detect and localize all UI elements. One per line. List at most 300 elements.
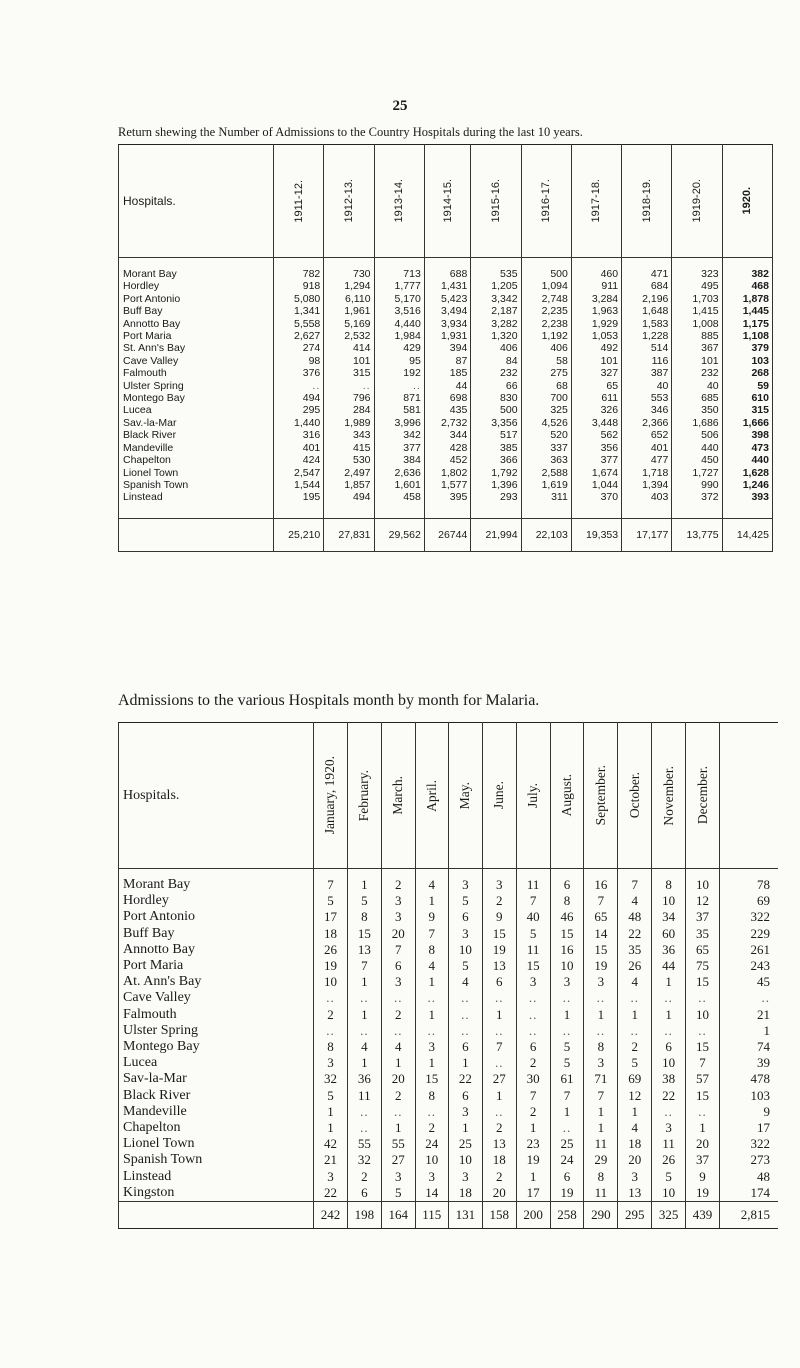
table-cell: 2,627 xyxy=(274,330,324,342)
table-cell: 830 xyxy=(471,392,521,404)
table-cell: 1 xyxy=(415,1007,448,1023)
table-cell: 1,961 xyxy=(324,305,374,317)
table-cell: 3 xyxy=(415,1039,448,1055)
table-row xyxy=(119,318,773,330)
table-row xyxy=(119,1152,779,1168)
table-cell: 440 xyxy=(722,454,772,466)
table-cell: 26 xyxy=(652,1152,686,1168)
table-cell: 1 xyxy=(415,893,448,909)
year-label: 1920. xyxy=(741,187,754,215)
table-cell: 44 xyxy=(652,958,686,974)
table-cell: 1,666 xyxy=(722,417,772,429)
table-cell: 1 xyxy=(618,1104,652,1120)
table-cell: 2,187 xyxy=(471,305,521,317)
table-cell: 4 xyxy=(415,869,448,894)
year-label: 1917-18. xyxy=(590,179,603,223)
table-cell: 468 xyxy=(722,280,772,292)
hospital-name: Linstead xyxy=(119,1169,314,1185)
admissions-10-years-table xyxy=(118,144,773,552)
table-cell: 1,394 xyxy=(622,479,672,491)
row-total: 17 xyxy=(720,1120,779,1136)
table-cell: 5,558 xyxy=(274,318,324,330)
table-cell: .. xyxy=(618,990,652,1006)
table-row xyxy=(119,1088,779,1104)
table-cell: 6 xyxy=(516,1039,550,1055)
table-cell: .. xyxy=(516,1023,550,1039)
table-cell: 1 xyxy=(618,1007,652,1023)
table-cell: 9 xyxy=(686,1169,720,1185)
hospital-name: Kingston xyxy=(119,1185,314,1202)
table-cell: 5 xyxy=(448,958,482,974)
hospital-name: Morant Bay xyxy=(119,869,314,894)
table-cell: 1,577 xyxy=(424,479,471,491)
table-cell: 3 xyxy=(314,1169,348,1185)
row-total: 74 xyxy=(720,1039,779,1055)
table-cell: 520 xyxy=(521,429,571,441)
row-total: 174 xyxy=(720,1185,779,1202)
total-cell: 198 xyxy=(347,1202,381,1229)
hospital-name: Chapelton xyxy=(119,454,274,466)
table-cell: 6 xyxy=(550,869,584,894)
hospital-name: Buff Bay xyxy=(119,305,274,317)
table-row xyxy=(119,380,773,392)
table-cell: 1 xyxy=(415,974,448,990)
hospital-name: Chapelton xyxy=(119,1120,314,1136)
table-cell: .. xyxy=(482,990,516,1006)
month-label: February. xyxy=(356,769,372,822)
header-row xyxy=(119,723,779,869)
table-cell: 59 xyxy=(722,380,772,392)
table-cell: 13 xyxy=(482,958,516,974)
table-cell: 494 xyxy=(274,392,324,404)
hospital-name: Sav-la-Mar xyxy=(119,1071,314,1087)
table-cell: 401 xyxy=(622,442,672,454)
hospital-name: Mandeville xyxy=(119,442,274,454)
table-cell: 84 xyxy=(471,355,521,367)
table-cell: 24 xyxy=(415,1136,448,1152)
table-cell: 5 xyxy=(550,1039,584,1055)
table-cell: 1,175 xyxy=(722,318,772,330)
month-header xyxy=(686,723,720,869)
table-cell: 5 xyxy=(550,1055,584,1071)
table-cell: 10 xyxy=(448,1152,482,1168)
hospitals-header: Hospitals. xyxy=(119,145,274,258)
year-header xyxy=(274,145,324,258)
table-cell: 25 xyxy=(550,1136,584,1152)
total-cell: 258 xyxy=(550,1202,584,1229)
table-cell: 3 xyxy=(516,974,550,990)
total-cell: 21,994 xyxy=(471,518,521,551)
table-cell: 10 xyxy=(652,893,686,909)
table-cell: 698 xyxy=(424,392,471,404)
table-cell: 581 xyxy=(374,404,424,416)
table-cell: 1,601 xyxy=(374,479,424,491)
table-cell: 19 xyxy=(314,958,348,974)
table-cell: 2,532 xyxy=(324,330,374,342)
table-cell: 11 xyxy=(584,1136,618,1152)
month-label: November. xyxy=(660,765,676,826)
table-cell: 57 xyxy=(686,1071,720,1087)
table-cell: 344 xyxy=(424,429,471,441)
month-label: March. xyxy=(390,776,406,815)
table2-title: Admissions to the various Hospitals month by month for Malaria. xyxy=(118,692,540,709)
table-row xyxy=(119,1023,779,1039)
table-cell: 30 xyxy=(516,1071,550,1087)
hospital-name: Linstead xyxy=(119,491,274,518)
table-cell: .. xyxy=(314,990,348,1006)
table-cell: 8 xyxy=(314,1039,348,1055)
table-row xyxy=(119,305,773,317)
table-cell: 1,931 xyxy=(424,330,471,342)
table-cell: .. xyxy=(448,1023,482,1039)
table-cell: 15 xyxy=(415,1071,448,1087)
table-row xyxy=(119,442,773,454)
table-cell: 15 xyxy=(686,1088,720,1104)
table-cell: 13 xyxy=(347,942,381,958)
table-cell: 1,053 xyxy=(571,330,621,342)
table-cell: 384 xyxy=(374,454,424,466)
table-cell: 346 xyxy=(622,404,672,416)
table-cell: 6 xyxy=(550,1169,584,1185)
table-cell: 101 xyxy=(672,355,722,367)
table-row xyxy=(119,293,773,305)
total-cell: 25,210 xyxy=(274,518,324,551)
table-cell: 3,282 xyxy=(471,318,521,330)
table-cell: 4 xyxy=(415,958,448,974)
month-header xyxy=(381,723,415,869)
table-cell: 428 xyxy=(424,442,471,454)
table-row xyxy=(119,342,773,354)
hospital-name: Montego Bay xyxy=(119,1039,314,1055)
table-cell: 713 xyxy=(374,258,424,281)
table-cell: 2,196 xyxy=(622,293,672,305)
table-cell: 293 xyxy=(471,491,521,518)
table-cell: .. xyxy=(686,990,720,1006)
table-cell: 66 xyxy=(471,380,521,392)
hospital-name: Cave Valley xyxy=(119,355,274,367)
table-cell: 562 xyxy=(571,429,621,441)
table-cell: 11 xyxy=(516,869,550,894)
hospital-name: Lionel Town xyxy=(119,1136,314,1152)
table-cell: 495 xyxy=(672,280,722,292)
table-cell: 4 xyxy=(448,974,482,990)
month-header xyxy=(482,723,516,869)
table-cell: 12 xyxy=(618,1088,652,1104)
table-cell: 1,205 xyxy=(471,280,521,292)
table-row xyxy=(119,1039,779,1055)
total-cell: 26744 xyxy=(424,518,471,551)
month-header xyxy=(415,723,448,869)
table-cell: 95 xyxy=(374,355,424,367)
table-cell: 871 xyxy=(374,392,424,404)
table-cell: 6 xyxy=(381,958,415,974)
table-cell: 1,431 xyxy=(424,280,471,292)
table-cell: 2,732 xyxy=(424,417,471,429)
table-row xyxy=(119,355,773,367)
hospital-name: Lucea xyxy=(119,404,274,416)
table-cell: 4 xyxy=(381,1039,415,1055)
table-cell: 5 xyxy=(347,893,381,909)
table-cell: 1 xyxy=(482,1007,516,1023)
table-cell: .. xyxy=(324,380,374,392)
month-label: January, 1920. xyxy=(322,756,338,835)
table-cell: .. xyxy=(550,990,584,1006)
year-header xyxy=(324,145,374,258)
table-cell: 610 xyxy=(722,392,772,404)
table-cell: 3,494 xyxy=(424,305,471,317)
table-cell: 8 xyxy=(347,909,381,925)
month-header xyxy=(618,723,652,869)
hospital-name: Port Maria xyxy=(119,330,274,342)
table-cell: 3 xyxy=(448,1169,482,1185)
table-cell: 700 xyxy=(521,392,571,404)
table-cell: 1 xyxy=(652,1007,686,1023)
table-cell: .. xyxy=(516,990,550,1006)
table-cell: 75 xyxy=(686,958,720,974)
table-cell: 11 xyxy=(652,1136,686,1152)
hospital-name: Ulster Spring xyxy=(119,1023,314,1039)
table-cell: 35 xyxy=(618,942,652,958)
table-cell: 350 xyxy=(672,404,722,416)
row-total: 322 xyxy=(720,1136,779,1152)
table-cell: 435 xyxy=(424,404,471,416)
table-cell: 103 xyxy=(722,355,772,367)
table-row xyxy=(119,491,773,518)
table-cell: 23 xyxy=(516,1136,550,1152)
table-cell: 11 xyxy=(347,1088,381,1104)
month-header xyxy=(584,723,618,869)
table-cell: 2 xyxy=(415,1120,448,1136)
table-cell: 990 xyxy=(672,479,722,491)
table-cell: 6 xyxy=(448,1088,482,1104)
table-cell: 1,984 xyxy=(374,330,424,342)
table-cell: 65 xyxy=(571,380,621,392)
hospital-name: Annotto Bay xyxy=(119,318,274,330)
table-cell: 7 xyxy=(381,942,415,958)
table-cell: 275 xyxy=(521,367,571,379)
table-cell: 401 xyxy=(274,442,324,454)
table-cell: 19 xyxy=(516,1152,550,1168)
total-cell: 29,562 xyxy=(374,518,424,551)
table-cell: 415 xyxy=(324,442,374,454)
table-cell: 1 xyxy=(516,1120,550,1136)
table-cell: 34 xyxy=(652,909,686,925)
table-row xyxy=(119,330,773,342)
table-cell: 3 xyxy=(584,1055,618,1071)
table-row xyxy=(119,990,779,1006)
table-cell: 65 xyxy=(686,942,720,958)
page-number: 25 xyxy=(392,98,408,114)
table-cell: 24 xyxy=(550,1152,584,1168)
table-cell: .. xyxy=(652,1023,686,1039)
table-cell: 18 xyxy=(482,1152,516,1168)
table-cell: 7 xyxy=(618,869,652,894)
row-total: 78 xyxy=(720,869,779,894)
table-cell: 6 xyxy=(482,974,516,990)
table-cell: 377 xyxy=(374,442,424,454)
table-cell: 36 xyxy=(347,1071,381,1087)
table-cell: 535 xyxy=(471,258,521,281)
table-cell: 8 xyxy=(584,1039,618,1055)
grand-total: 2,815 xyxy=(720,1202,779,1229)
table-cell: 1 xyxy=(584,1120,618,1136)
table-cell: 325 xyxy=(521,404,571,416)
table-cell: .. xyxy=(347,1120,381,1136)
table-cell: 7 xyxy=(415,926,448,942)
hospital-name: Lucea xyxy=(119,1055,314,1071)
table-cell: .. xyxy=(584,990,618,1006)
table-cell: 185 xyxy=(424,367,471,379)
table-cell: 2 xyxy=(482,1169,516,1185)
table-cell: 782 xyxy=(274,258,324,281)
month-label: October. xyxy=(626,772,642,819)
table-cell: 1,686 xyxy=(672,417,722,429)
table-cell: 3,996 xyxy=(374,417,424,429)
table-cell: 19 xyxy=(482,942,516,958)
table-cell: 18 xyxy=(314,926,348,942)
table-cell: .. xyxy=(347,990,381,1006)
hospital-name: Montego Bay xyxy=(119,392,274,404)
table-cell: 3 xyxy=(584,974,618,990)
month-header xyxy=(652,723,686,869)
table-cell: 685 xyxy=(672,392,722,404)
table-cell: 3 xyxy=(381,893,415,909)
table-cell: 1 xyxy=(347,1007,381,1023)
table-cell: 8 xyxy=(584,1169,618,1185)
year-label: 1912-13. xyxy=(342,179,355,223)
month-label: August. xyxy=(558,774,574,817)
table-cell: 1,008 xyxy=(672,318,722,330)
table-cell: 8 xyxy=(550,893,584,909)
table-row xyxy=(119,404,773,416)
header-row xyxy=(119,145,773,258)
table-cell: 424 xyxy=(274,454,324,466)
hospital-name: Cave Valley xyxy=(119,990,314,1006)
row-total: 261 xyxy=(720,942,779,958)
table-cell: 36 xyxy=(652,942,686,958)
table-cell: 1 xyxy=(347,1055,381,1071)
table-cell: 1 xyxy=(686,1120,720,1136)
total-cell: 290 xyxy=(584,1202,618,1229)
table-cell: 5 xyxy=(448,893,482,909)
table-row xyxy=(119,869,779,894)
table-cell: .. xyxy=(381,1023,415,1039)
table-cell: 387 xyxy=(622,367,672,379)
table-cell: 22 xyxy=(448,1071,482,1087)
table-row xyxy=(119,479,773,491)
table-cell: 87 xyxy=(424,355,471,367)
table-cell: 101 xyxy=(571,355,621,367)
table-cell: 7 xyxy=(584,1088,618,1104)
hospital-name: Morant Bay xyxy=(119,258,274,281)
table-cell: 61 xyxy=(550,1071,584,1087)
table-cell: 44 xyxy=(424,380,471,392)
table-cell: 553 xyxy=(622,392,672,404)
table-cell: 12 xyxy=(686,893,720,909)
table-cell: 5 xyxy=(381,1185,415,1202)
table-cell: 284 xyxy=(324,404,374,416)
table-cell: 4,526 xyxy=(521,417,571,429)
row-total: 39 xyxy=(720,1055,779,1071)
table-cell: 8 xyxy=(415,1088,448,1104)
table-cell: 494 xyxy=(324,491,374,518)
year-label: 1919-20. xyxy=(691,179,703,223)
table-cell: 2 xyxy=(381,1088,415,1104)
table-cell: 3,516 xyxy=(374,305,424,317)
table-cell: 4 xyxy=(618,974,652,990)
month-label: July. xyxy=(525,782,541,808)
table-cell: .. xyxy=(347,1104,381,1120)
table-cell: 2 xyxy=(618,1039,652,1055)
row-total: 273 xyxy=(720,1152,779,1168)
table-cell: 3,342 xyxy=(471,293,521,305)
row-total: 69 xyxy=(720,893,779,909)
table-cell: 8 xyxy=(652,869,686,894)
year-header xyxy=(374,145,424,258)
table-cell: 192 xyxy=(374,367,424,379)
table-cell: 38 xyxy=(652,1071,686,1087)
table-cell: 403 xyxy=(622,491,672,518)
table-cell: 393 xyxy=(722,491,772,518)
table-cell: 42 xyxy=(314,1136,348,1152)
table-cell: 9 xyxy=(482,909,516,925)
year-header xyxy=(521,145,571,258)
table-cell: 71 xyxy=(584,1071,618,1087)
table-cell: 5 xyxy=(314,893,348,909)
table-cell: 458 xyxy=(374,491,424,518)
table-cell: 2 xyxy=(314,1007,348,1023)
table-cell: 14 xyxy=(584,926,618,942)
total-cell: 115 xyxy=(415,1202,448,1229)
table-cell: 7 xyxy=(347,958,381,974)
table-cell: 40 xyxy=(622,380,672,392)
total-cell: 158 xyxy=(482,1202,516,1229)
table-cell: 19 xyxy=(686,1185,720,1202)
table-cell: 367 xyxy=(672,342,722,354)
table-row xyxy=(119,429,773,441)
table-cell: 342 xyxy=(374,429,424,441)
table-cell: 1 xyxy=(448,1120,482,1136)
table-cell: 1,396 xyxy=(471,479,521,491)
table-cell: 3 xyxy=(381,974,415,990)
table-cell: 395 xyxy=(424,491,471,518)
table-row xyxy=(119,454,773,466)
table-cell: 7 xyxy=(516,893,550,909)
table-cell: 414 xyxy=(324,342,374,354)
total-cell: 242 xyxy=(314,1202,348,1229)
table-cell: .. xyxy=(482,1023,516,1039)
table-cell: 379 xyxy=(722,342,772,354)
table-cell: 477 xyxy=(622,454,672,466)
table-cell: 10 xyxy=(415,1152,448,1168)
totals-label xyxy=(119,518,274,551)
table-row xyxy=(119,926,779,942)
table-cell: .. xyxy=(274,380,324,392)
table-cell: 98 xyxy=(274,355,324,367)
table-cell: 10 xyxy=(652,1055,686,1071)
table-cell: .. xyxy=(618,1023,652,1039)
hospital-name: Hordley xyxy=(119,893,314,909)
table-cell: 684 xyxy=(622,280,672,292)
table-cell: 15 xyxy=(584,942,618,958)
year-label: 1918-19. xyxy=(640,179,653,223)
table-row xyxy=(119,1185,779,1202)
table-cell: 9 xyxy=(415,909,448,925)
table-cell: 450 xyxy=(672,454,722,466)
table-cell: 17 xyxy=(516,1185,550,1202)
table-row xyxy=(119,1071,779,1087)
table-cell: 1,878 xyxy=(722,293,772,305)
